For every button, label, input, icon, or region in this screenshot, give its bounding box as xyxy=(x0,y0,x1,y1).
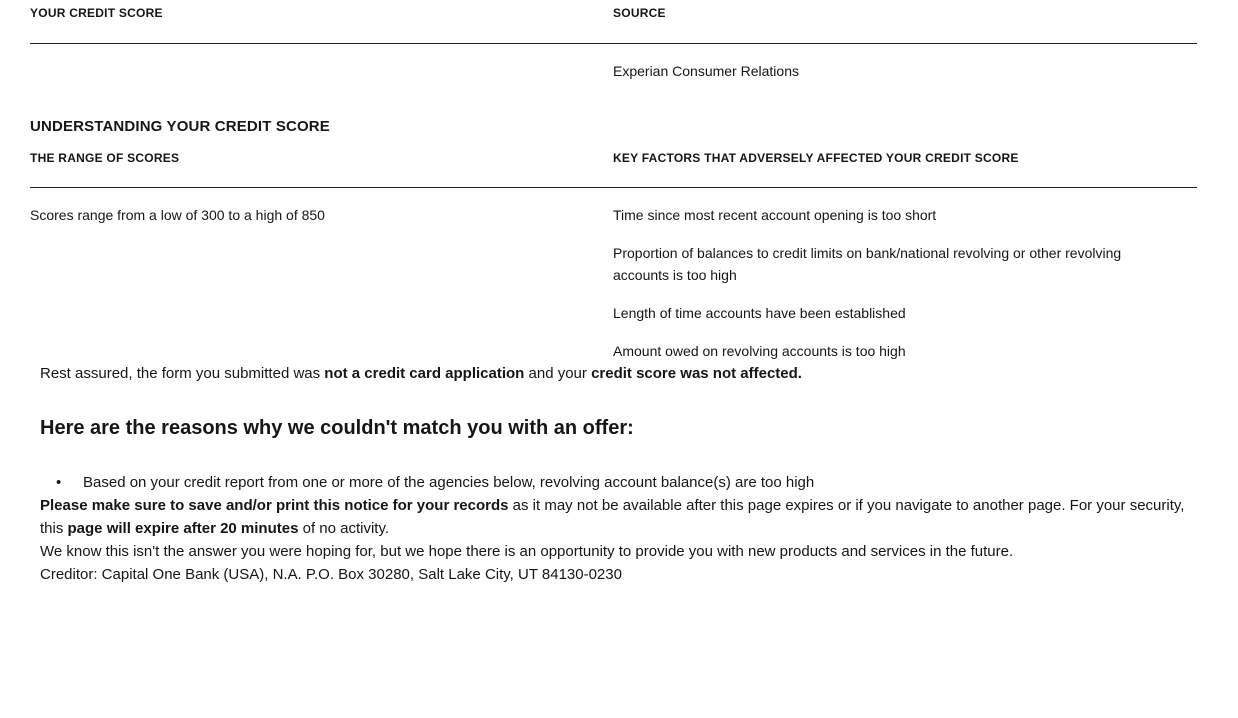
save-print-bold-text: Please make sure to save and/or print this notice for your records xyxy=(40,497,509,514)
range-of-scores-text: Scores range from a low of 300 to a high of 850 xyxy=(30,207,325,223)
rest-assured-paragraph xyxy=(40,362,1210,385)
reasons-list xyxy=(40,471,1210,494)
key-factor-item: Length of time accounts have been established xyxy=(613,305,906,321)
save-notice-paragraph xyxy=(40,494,1210,540)
closing-paragraph: We know this isn't the answer you were hoping for, but we hope there is an opportunity to provide you with new products and services in the future. xyxy=(40,543,1014,560)
understanding-section-title: UNDERSTANDING YOUR CREDIT SCORE xyxy=(30,118,330,135)
reason-list-item: • Based on your credit report from one or more of the agencies below, revolving account balance(s) are too high xyxy=(40,471,1210,494)
source-header: SOURCE xyxy=(613,6,666,20)
not-application-bold-text: not a credit card application xyxy=(324,365,525,382)
score-not-affected-bold-text: credit score was not affected. xyxy=(591,365,802,382)
key-factor-item: Amount owed on revolving accounts is too high xyxy=(613,343,906,359)
key-factor-item: Time since most recent account opening is too short xyxy=(613,207,937,223)
credit-score-value-cell xyxy=(30,44,613,61)
notice-section xyxy=(0,362,1238,586)
your-credit-score-header: YOUR CREDIT SCORE xyxy=(30,6,163,20)
key-factors-header: KEY FACTORS THAT ADVERSELY AFFECTED YOUR CREDIT SCORE xyxy=(613,151,1019,165)
save-notice-end-text: of no activity. xyxy=(298,520,390,537)
credit-score-table-body-row xyxy=(30,44,1197,81)
rest-assured-text: Rest assured, the form you submitted was xyxy=(40,365,325,382)
understanding-table-header-row xyxy=(30,151,1197,188)
source-value: Experian Consumer Relations xyxy=(613,63,799,79)
key-factor-item: Proportion of balances to credit limits on bank/national revolving or other revolving accounts is too high xyxy=(613,245,1122,283)
understanding-table-body-row xyxy=(30,188,1197,362)
understanding-table xyxy=(30,151,1197,362)
credit-score-table xyxy=(30,6,1197,81)
rest-assured-mid-text: and your xyxy=(524,365,592,382)
expire-20-minutes-bold-text: page will expire after 20 minutes xyxy=(67,520,299,537)
range-of-scores-header: THE RANGE OF SCORES xyxy=(30,151,180,165)
reasons-heading: Here are the reasons why we couldn't match you with an offer: xyxy=(40,417,634,439)
creditor-line: Creditor: Capital One Bank (USA), N.A. P.O. Box 30280, Salt Lake City, UT 84130-0230 xyxy=(40,566,622,583)
key-factors-list xyxy=(613,188,1197,362)
credit-score-table-header-row xyxy=(30,6,1197,44)
save-notice-mid-text: as it may not be available after this page expires or if you navigate to another page. For your security, this xyxy=(40,497,1185,537)
